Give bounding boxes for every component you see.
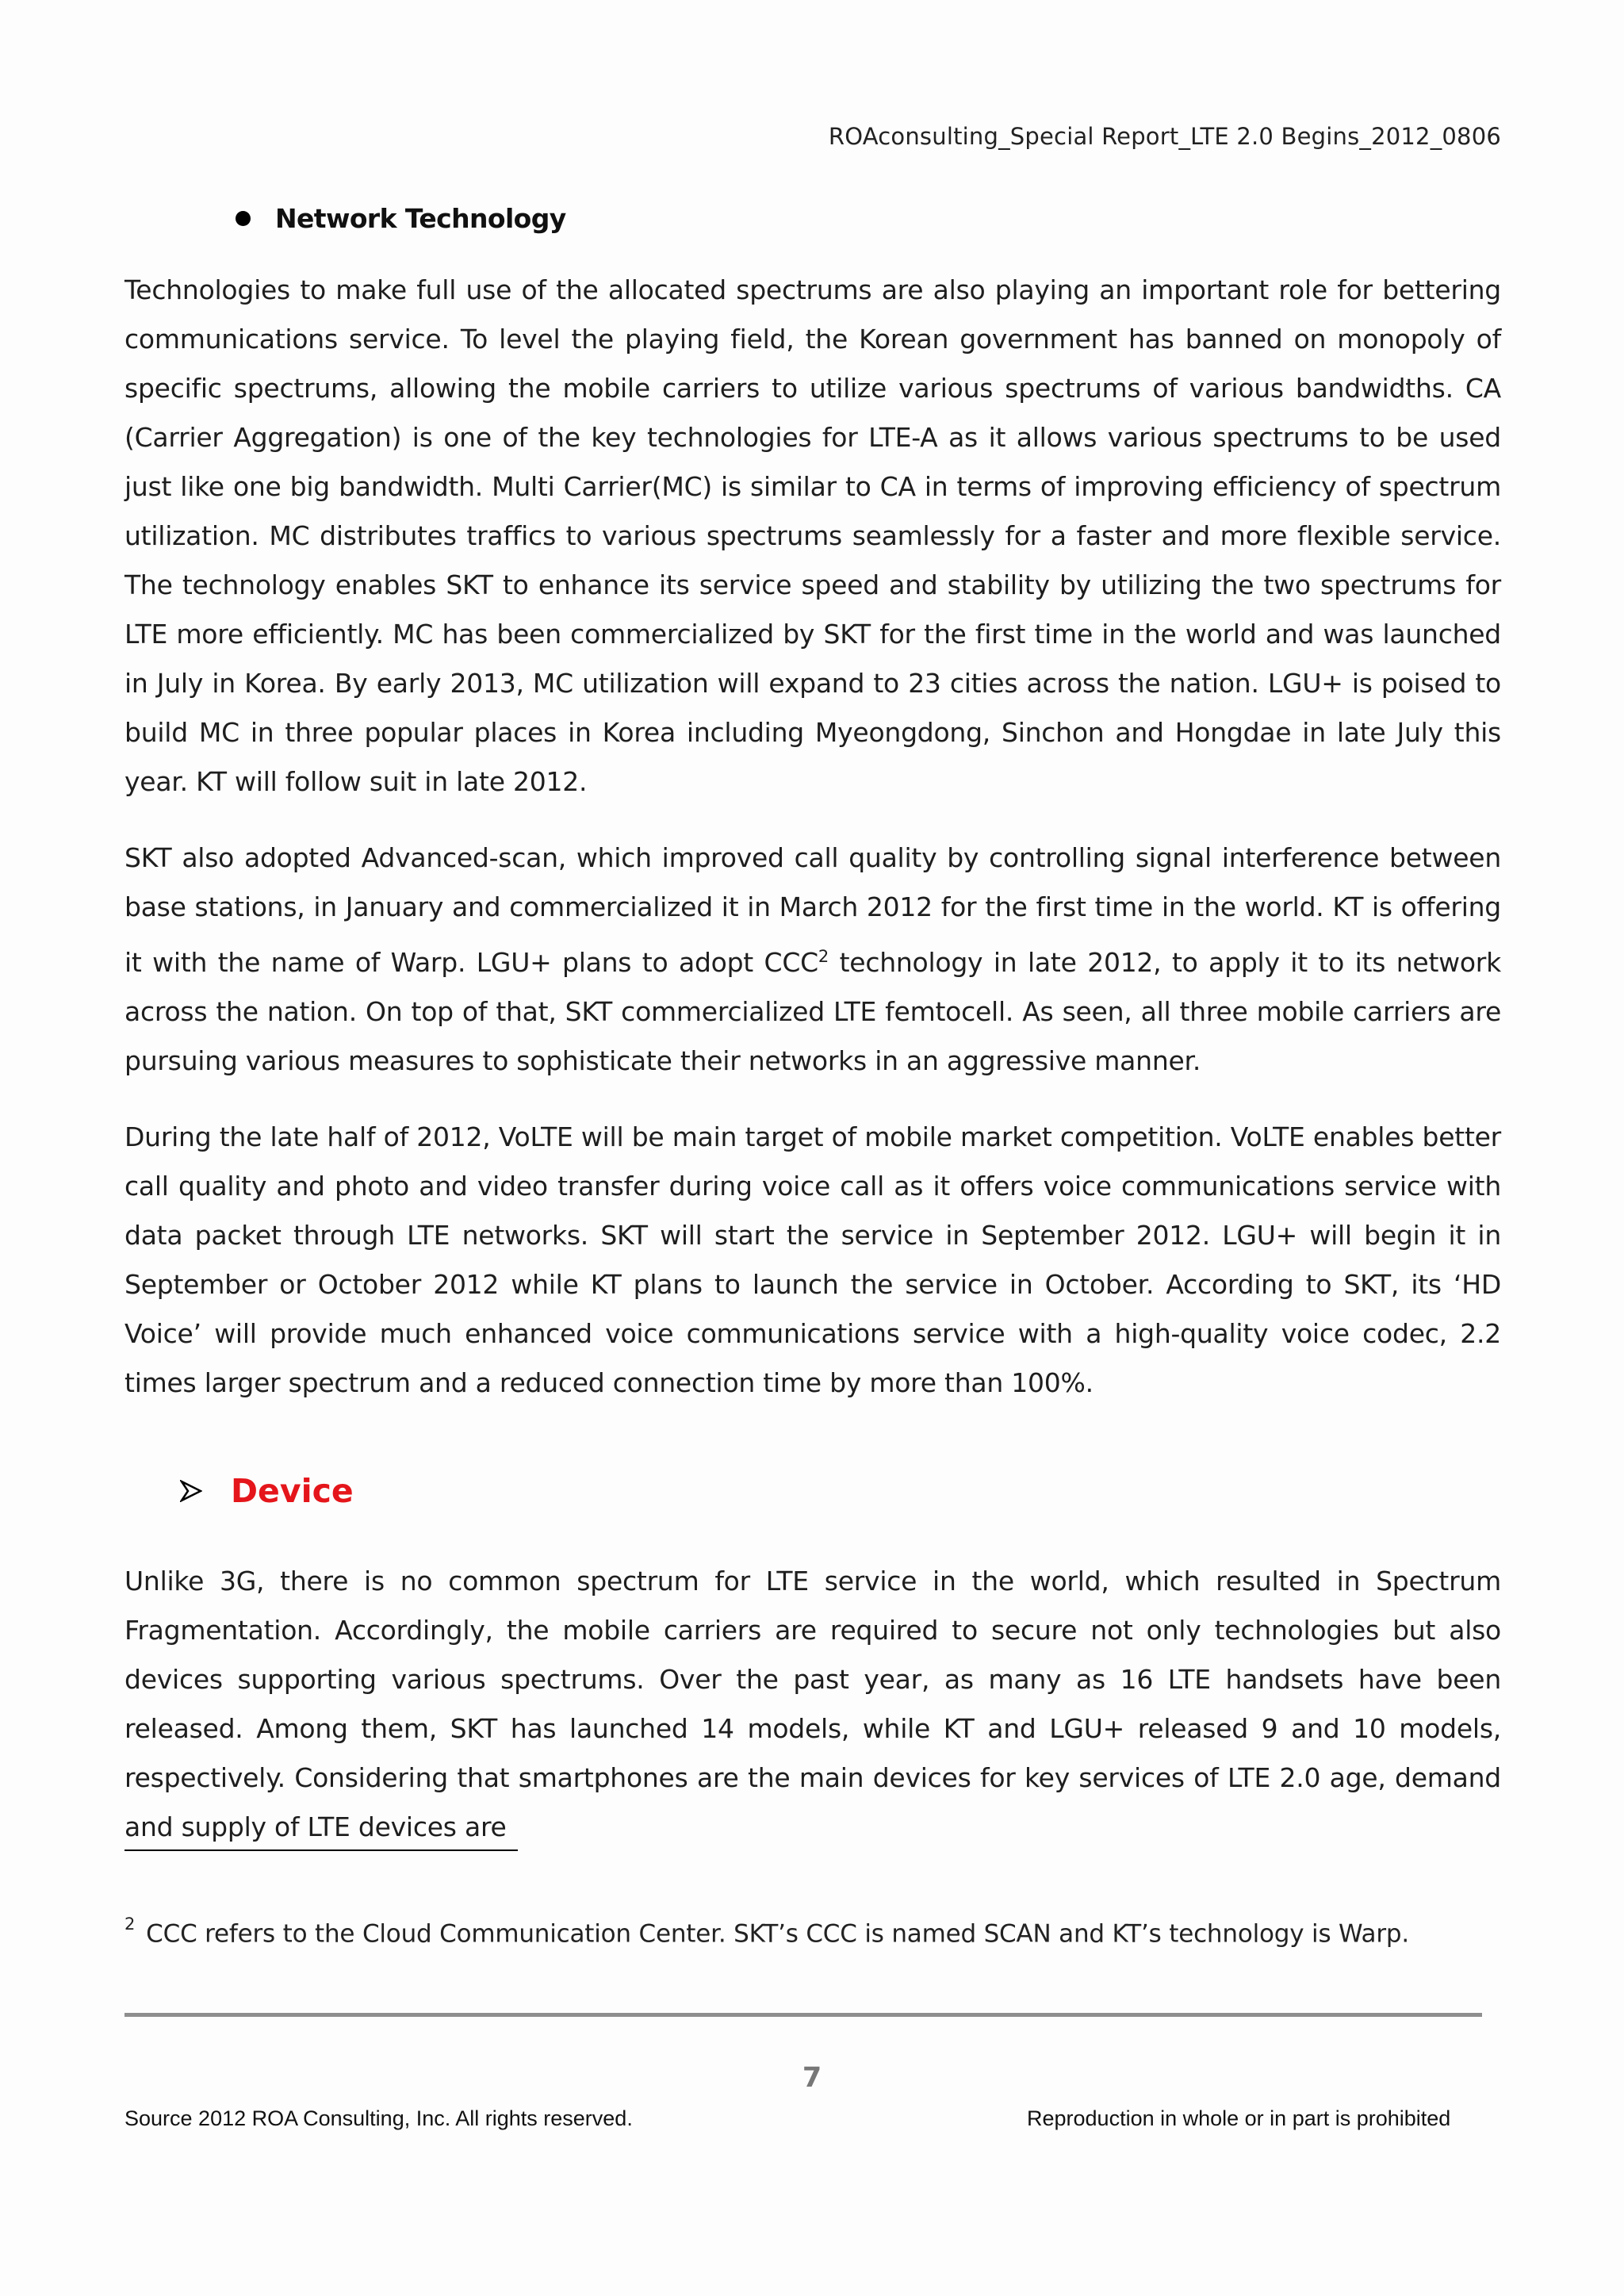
footnote-reference[interactable]: 2 [818, 947, 829, 966]
subsection-heading [236, 194, 1501, 242]
paragraph-device: Unlike 3G, there is no common spectrum for LTE service in the world, which resulted in Spectrum Fragmentation. Accordingly, the mobile carriers are required to secure not only technologies but also devices supporting various spectrums. Over the past year, as many as 16 LTE handsets have been released. Among them, SKT has launched 14 models, while KT and LGU+ released 9 and 10 models, respectively. Considering that smartphones are the main devices for key services of LTE 2.0 age, demand and supply of LTE devices are [124, 1566, 1501, 1842]
paragraph-text: SKT also adopted Advanced-scan, which improved call quality by controlling signal interference between base stations, in January and commercialized it in March 2012 for the first time in the world. KT is offering it with the name of Warp. LGU+ plans to adopt CCC [124, 842, 1501, 978]
footnote-text: CCC refers to the Cloud Communication Center. SKT’s CCC is named SCAN and KT’s technology is Warp. [146, 1919, 1409, 1949]
paragraph-volte: During the late half of 2012, VoLTE will be main target of mobile market competition. VoLTE enables better call quality and photo and video transfer during voice call as it offers voice communications service with data packet through LTE networks. SKT will start the service in September 2012. LGU+ will begin it in September or October 2012 while KT plans to launch the service in October. According to SKT, its ‘HD Voice’ will provide much enhanced voice communications service with a high-quality voice codec, 2.2 times larger spectrum and a reduced connection time by more than 100%. [124, 1121, 1501, 1398]
footnote [124, 1915, 1409, 1949]
footer-divider [124, 2013, 1482, 2017]
bullet-icon [236, 211, 251, 226]
footnote-marker: 2 [124, 1915, 136, 1934]
running-header: ROAconsulting_Special Report_LTE 2.0 Begins_2012_0806 [828, 123, 1501, 150]
arrowhead-bullet-icon [180, 1480, 202, 1502]
paragraph-advanced-scan [124, 834, 1501, 1086]
page-body [124, 194, 1501, 1852]
footer-copyright: Source 2012 ROA Consulting, Inc. All rights reserved. [124, 2106, 633, 2130]
section-heading-device [180, 1463, 1501, 1519]
paragraph-network-technology: Technologies to make full use of the allocated spectrums are also playing an important role for bettering communications service. To level the playing field, the Korean government has banned on monopoly of specific spectrums, allowing the mobile carriers to utilize various spectrums of various bandwidths. CA (Carrier Aggregation) is one of the key technologies for LTE-A as it allows various spectrums to be used just like one big bandwidth. Multi Carrier(MC) is similar to CA in terms of improving efficiency of spectrum utilization. MC distributes traffics to various spectrums seamlessly for a faster and more flexible service. The technology enables SKT to enhance its service speed and stability by utilizing the two spectrums for LTE more efficiently. MC has been commercialized by SKT for the first time in the world and was launched in July in Korea. By early 2013, MC utilization will expand to 23 cities across the nation. LGU+ is poised to build MC in three popular places in Korea including Myeongdong, Sinchon and Hongdae in late July this year. KT will follow suit in late 2012. [124, 274, 1501, 797]
paragraph-text: technology in late 2012, to apply it to its network across the nation. On top of that, SKT commercialized LTE femtocell. As seen, all three mobile carriers are pursuing various measures to sophisticate their networks in an aggressive manner. [124, 947, 1501, 1076]
subsection-heading-text: Network Technology [275, 202, 566, 234]
footnote-separator [124, 1849, 518, 1851]
footer-notice: Reproduction in whole or in part is prohibited [1027, 2106, 1451, 2130]
page-number: 7 [802, 2062, 822, 2094]
section-heading-text: Device [231, 1472, 354, 1510]
